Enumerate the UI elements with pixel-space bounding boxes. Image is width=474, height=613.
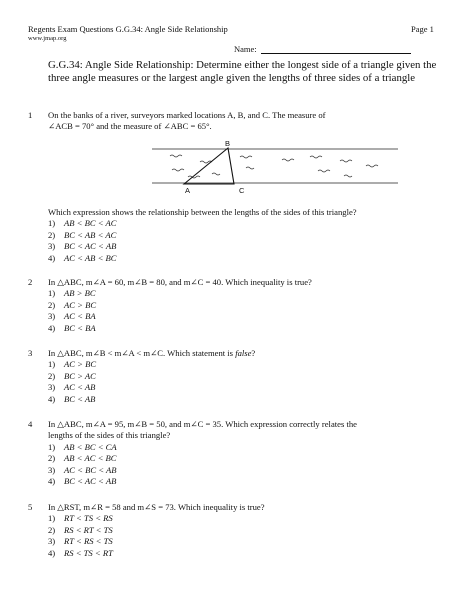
question-stem-line: On the banks of a river, surveyors marked locations A, B, and C. The measure of xyxy=(48,110,326,120)
question-number: 2 xyxy=(28,277,33,287)
question-5 xyxy=(28,502,458,559)
wave-icon xyxy=(212,173,220,175)
answer-option[interactable] xyxy=(48,253,458,264)
question-stem-line: In △ABC, m∠A = 95, m∠B = 50, and m∠C = 35. Which expression correctly relates the xyxy=(48,419,357,429)
name-blank-line xyxy=(261,44,411,54)
option-text: AC < AB < BC xyxy=(64,252,117,263)
answer-option[interactable] xyxy=(48,453,458,464)
option-number: 3) xyxy=(48,311,56,322)
option-text: AC > BC xyxy=(64,359,97,370)
option-number: 4) xyxy=(48,322,56,333)
option-text: BC < AB xyxy=(64,393,96,404)
question-4 xyxy=(28,419,458,487)
option-number: 1) xyxy=(48,288,56,299)
wave-icon xyxy=(246,167,254,169)
option-number: 2) xyxy=(48,453,56,464)
triangle-abc xyxy=(184,148,234,184)
option-text: AB < BC < AC xyxy=(64,218,117,229)
option-text: AC > BC xyxy=(64,299,97,310)
option-number: 3) xyxy=(48,382,56,393)
name-label: Name: xyxy=(234,44,257,54)
option-text: RS < TS < RT xyxy=(64,547,113,558)
wave-icon xyxy=(172,169,184,171)
question-2 xyxy=(28,277,458,334)
option-text: BC < BA xyxy=(64,322,96,333)
option-number: 4) xyxy=(48,252,56,263)
wave-icon xyxy=(240,156,252,158)
option-number: 1) xyxy=(48,218,56,229)
option-number: 4) xyxy=(48,476,56,487)
question-stem-line: In △RST, m∠R = 58 and m∠S = 73. Which inequality is true? xyxy=(48,502,265,512)
wave-icon xyxy=(344,175,352,177)
answer-option[interactable] xyxy=(48,465,458,476)
option-text: AB < AC < BC xyxy=(64,453,117,464)
answer-option[interactable] xyxy=(48,525,458,536)
answer-option[interactable] xyxy=(48,394,458,405)
option-text: RS < RT < TS xyxy=(64,524,113,535)
website-url: www.jmap.org xyxy=(28,35,67,42)
label-b: B xyxy=(225,140,231,148)
question-stem-line: In △ABC, m∠A = 60, m∠B = 80, and m∠C = 40. Which inequality is true? xyxy=(48,277,312,287)
option-text: BC < AB < AC xyxy=(64,229,117,240)
stem-text: In △ABC, m∠B < m∠A < m∠C. Which statement is xyxy=(48,348,236,358)
wave-icon xyxy=(170,155,182,157)
answer-option[interactable] xyxy=(48,371,458,382)
question-stem-line: lengths of the sides of this triangle? xyxy=(48,430,171,441)
answer-option[interactable] xyxy=(48,218,458,229)
answer-option[interactable] xyxy=(48,442,458,453)
stem-text: ? xyxy=(251,348,256,358)
river-triangle-diagram xyxy=(152,140,398,196)
name-field xyxy=(234,44,411,54)
option-text: AB < BC < CA xyxy=(64,441,117,452)
option-number: 4) xyxy=(48,547,56,558)
wave-icon xyxy=(318,170,330,172)
question-1-choices xyxy=(28,207,458,264)
option-text: BC < AC < AB xyxy=(64,476,117,487)
answer-option[interactable] xyxy=(48,241,458,252)
option-number: 2) xyxy=(48,524,56,535)
option-number: 3) xyxy=(48,464,56,475)
answer-option[interactable] xyxy=(48,230,458,241)
wave-icon xyxy=(366,165,378,167)
option-text: BC > AC xyxy=(64,370,96,381)
option-text: BC < AC < AB xyxy=(64,241,117,252)
option-text: AC < AB xyxy=(64,382,96,393)
question-3 xyxy=(28,348,458,405)
option-text: RT < RS < TS xyxy=(64,536,113,547)
option-number: 4) xyxy=(48,393,56,404)
document-title: Regents Exam Questions G.G.34: Angle Side Relationship xyxy=(28,24,228,34)
question-prompt: Which expression shows the relationship between the lengths of the sides of this triangle? xyxy=(48,207,357,217)
option-number: 2) xyxy=(48,370,56,381)
option-text: AB > BC xyxy=(64,288,96,299)
option-number: 3) xyxy=(48,536,56,547)
question-stem-line: ∠ACB = 70° and the measure of ∠ABC = 65°. xyxy=(48,121,212,132)
answer-option[interactable] xyxy=(48,311,458,322)
answer-option[interactable] xyxy=(48,548,458,559)
answer-option[interactable] xyxy=(48,513,458,524)
label-c: C xyxy=(239,186,245,195)
answer-option[interactable] xyxy=(48,359,458,370)
answer-option[interactable] xyxy=(48,536,458,547)
question-number: 5 xyxy=(28,502,33,512)
question-number: 4 xyxy=(28,419,33,429)
answer-option[interactable] xyxy=(48,288,458,299)
wave-icon xyxy=(282,159,294,161)
wave-icon xyxy=(310,156,322,158)
option-number: 2) xyxy=(48,229,56,240)
wave-icon xyxy=(340,160,352,162)
answer-option[interactable] xyxy=(48,323,458,334)
label-a: A xyxy=(185,186,191,195)
page-number: Page 1 xyxy=(411,24,434,34)
question-stem-line xyxy=(48,348,458,359)
option-text: RT < TS < RS xyxy=(64,513,113,524)
section-heading: G.G.34: Angle Side Relationship: Determine either the longest side of a triangle given the three angle measures or the largest angle given the lengths of three sides of a triangle xyxy=(48,59,437,84)
option-number: 1) xyxy=(48,359,56,370)
question-number: 3 xyxy=(28,348,33,358)
option-number: 3) xyxy=(48,241,56,252)
option-text: AC < BC < AB xyxy=(64,464,117,475)
river-banks xyxy=(152,149,398,183)
answer-option[interactable] xyxy=(48,300,458,311)
stem-emphasis: false xyxy=(235,348,252,358)
option-number: 1) xyxy=(48,513,56,524)
water-wave-marks xyxy=(170,155,378,178)
question-number: 1 xyxy=(28,110,33,120)
question-1 xyxy=(28,110,458,133)
answer-option[interactable] xyxy=(48,476,458,487)
option-text: AC < BA xyxy=(64,311,96,322)
option-number: 2) xyxy=(48,299,56,310)
option-number: 1) xyxy=(48,441,56,452)
answer-option[interactable] xyxy=(48,382,458,393)
